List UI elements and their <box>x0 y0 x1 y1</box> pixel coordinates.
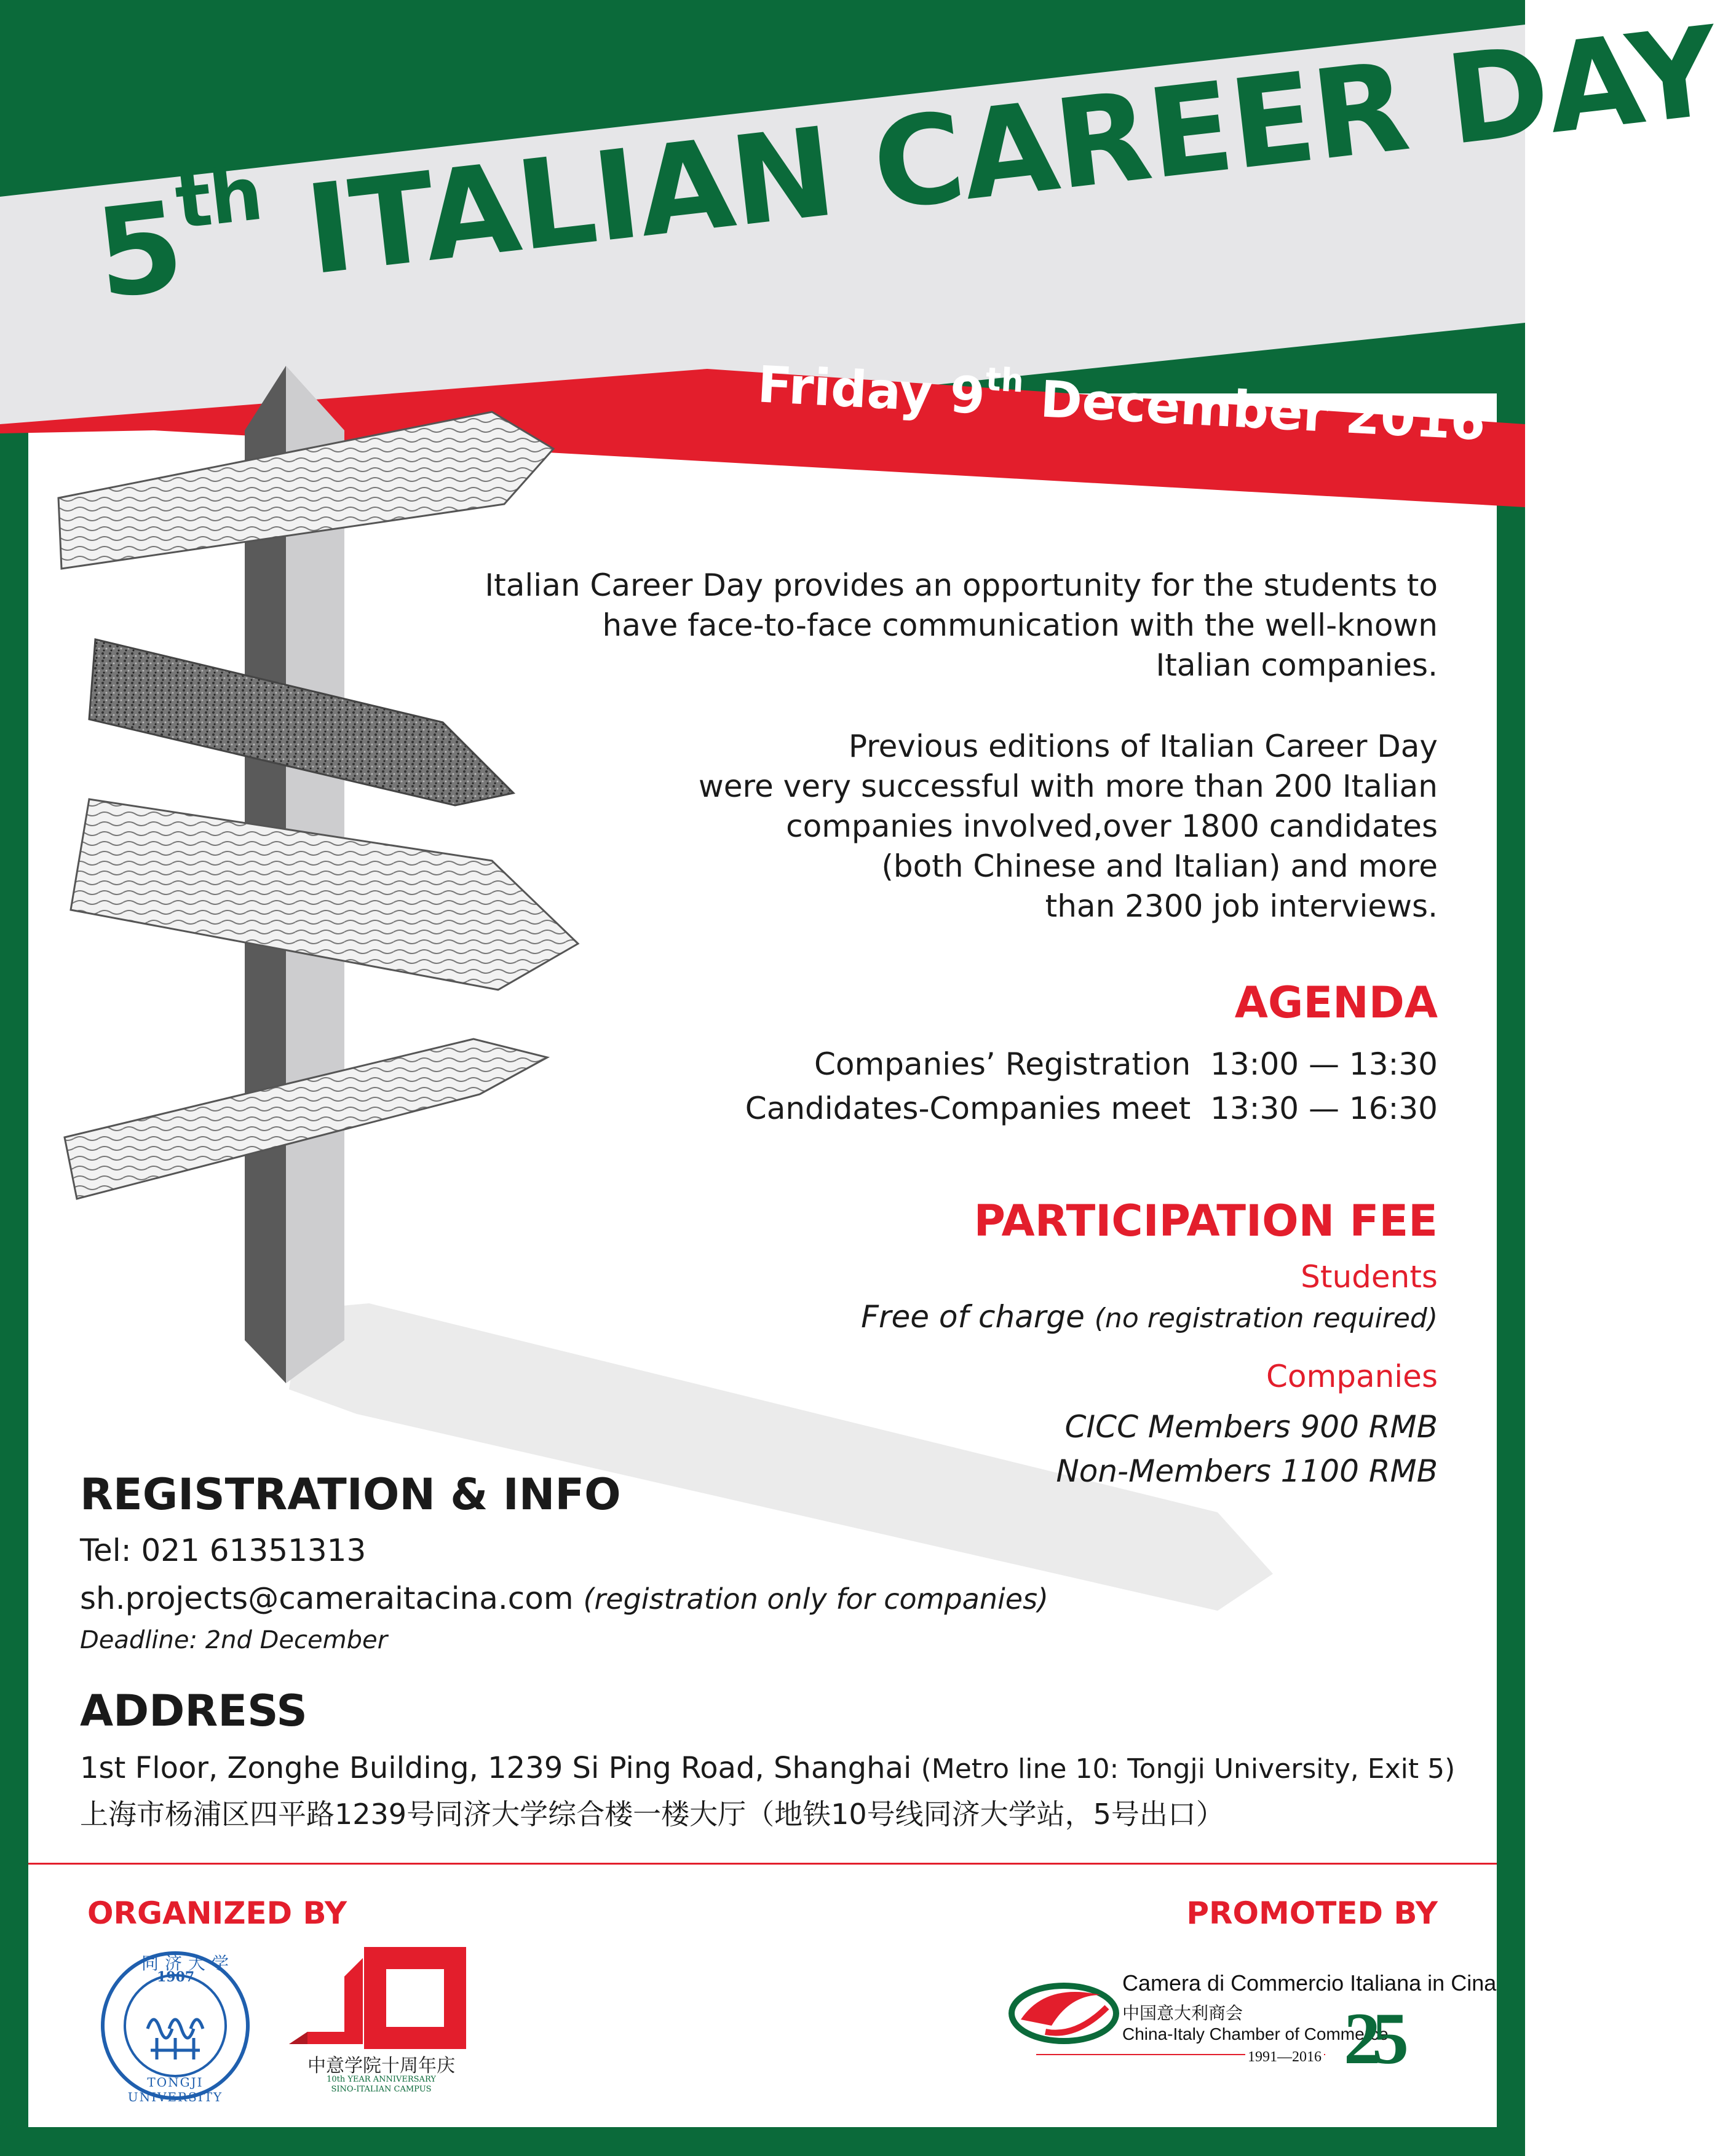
intro-line: Previous editions of Italian Career Day <box>848 729 1438 764</box>
address-en-note: (Metro line 10: Tongji University, Exit 5) <box>921 1753 1456 1785</box>
title-suffix: th <box>171 151 266 247</box>
tongji-university-logo <box>98 1949 252 2103</box>
registration-email-line <box>80 1579 1048 1619</box>
registration-heading: REGISTRATION & INFO <box>80 1469 621 1520</box>
agenda-item-time: 13:00 — 13:30 <box>1210 1046 1438 1082</box>
agenda-list <box>745 1042 1438 1131</box>
intro-line: have face-to-face communication with the well-known <box>602 607 1438 643</box>
intro-line: Italian companies. <box>1155 647 1438 683</box>
address-cn: 上海市杨浦区四平路1239号同济大学综合楼一楼大厅（地铁10号线同济大学站，5号出口） <box>80 1798 1224 1831</box>
title-main: ITALIAN CAREER DAY <box>299 0 1725 303</box>
fee-companies-list <box>1056 1405 1438 1493</box>
registration-deadline: Deadline: 2nd December <box>80 1626 388 1654</box>
intro-line: Italian Career Day provides an opportunity for the students to <box>485 567 1438 603</box>
chamber-name-cn: 中国意大利商会 <box>1122 2003 1243 2023</box>
tongji-en-name: TONGJI UNIVERSITY <box>127 2075 223 2104</box>
fee-students-note: (no registration required) <box>1094 1303 1438 1334</box>
sino-italian-en2: SINO-ITALIAN CAMPUS <box>331 2085 432 2094</box>
fee-non-members: Non-Members 1100 RMB <box>1056 1453 1438 1489</box>
agenda-item-time: 13:30 — 16:30 <box>1210 1091 1438 1126</box>
address-heading: ADDRESS <box>80 1686 307 1736</box>
fee-students-value <box>861 1297 1438 1338</box>
fee-companies-label: Companies <box>1266 1359 1438 1394</box>
registration-email-note: (registration only for companies) <box>583 1582 1049 1616</box>
sino-italian-en1: 10th YEAR ANNIVERSARY <box>327 2075 436 2084</box>
chamber-name-en: China-Italy Chamber of Commerce <box>1122 2024 1389 2043</box>
intro-paragraph-2 <box>699 727 1438 926</box>
intro-line: (both Chinese and Italian) and more <box>881 848 1438 884</box>
tongji-year: 1907 <box>157 1969 195 1985</box>
footer-divider <box>28 1863 1497 1865</box>
address-en-line: 1st Floor, Zonghe Building, 1239 Si Ping Road, Shanghai <box>80 1751 912 1785</box>
fee-students-amount: Free of charge <box>861 1299 1085 1335</box>
promoted-by-label: PROMOTED BY <box>1186 1895 1438 1931</box>
date-suffix: th <box>985 361 1025 400</box>
fee-members: CICC Members 900 RMB <box>1064 1409 1438 1445</box>
date-rest: December 2016 <box>1039 370 1487 452</box>
registration-email[interactable]: sh.projects@cameraitacina.com <box>80 1581 574 1616</box>
chamber-years: 1991—2016 <box>1245 2049 1324 2066</box>
chamber-name-it: Camera di Commercio Italiana in Cina <box>1122 1970 1497 1996</box>
chamber-of-commerce-logo <box>1009 1958 1497 2099</box>
fee-students-label: Students <box>1301 1259 1438 1295</box>
agenda-item-label: Companies’ Registration <box>814 1046 1191 1082</box>
intro-line: were very successful with more than 200 Italian <box>698 768 1438 804</box>
organized-by-label: ORGANIZED BY <box>87 1895 347 1931</box>
title-number: 5 <box>89 175 189 327</box>
sino-italian-cn: 中意学院十周年庆 <box>307 2055 455 2077</box>
chamber-anniversary: 25 <box>1344 1997 1400 2079</box>
fee-heading: PARTICIPATION FEE <box>973 1196 1438 1246</box>
agenda-item <box>745 1086 1438 1131</box>
tongji-cn-name: 同济大学 <box>141 1953 236 1973</box>
intro-paragraph-1 <box>485 566 1438 685</box>
intro-line: than 2300 job interviews. <box>1045 888 1438 924</box>
agenda-item <box>745 1042 1438 1086</box>
sino-italian-campus-logo <box>289 1952 474 2099</box>
chamber-swirl-icon <box>1009 1970 1119 2050</box>
agenda-item-label: Candidates-Companies meet <box>745 1091 1191 1126</box>
intro-line: companies involved,over 1800 candidates <box>786 808 1438 844</box>
date-day: Friday 9 <box>756 355 986 426</box>
address-en <box>80 1751 1455 1785</box>
agenda-heading: AGENDA <box>1234 977 1438 1028</box>
tongji-seal-text <box>98 2010 252 2011</box>
ten-year-mark-icon <box>289 1952 474 2044</box>
registration-tel: Tel: 021 61351313 <box>80 1533 367 1568</box>
